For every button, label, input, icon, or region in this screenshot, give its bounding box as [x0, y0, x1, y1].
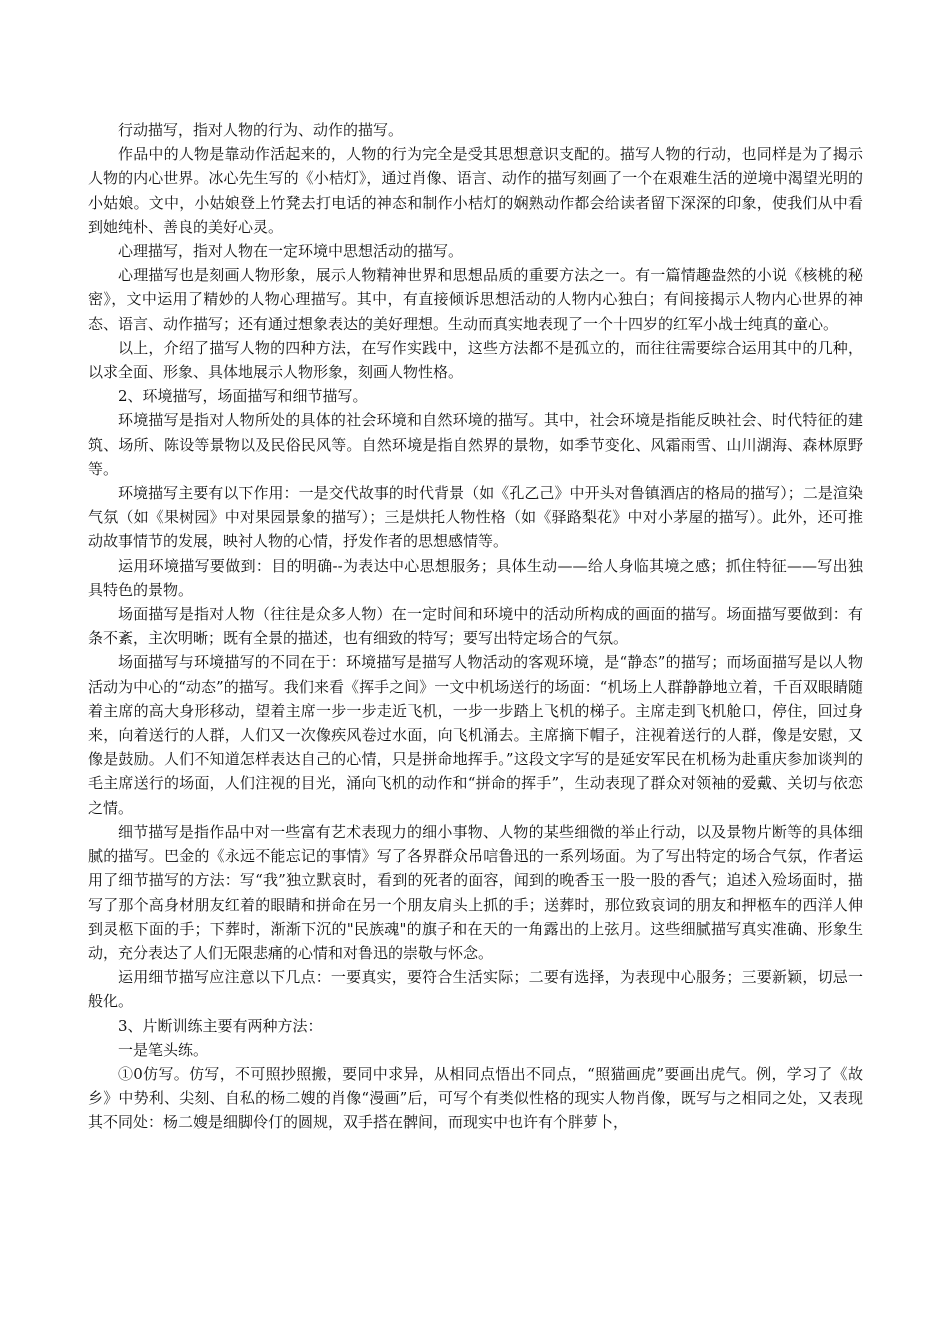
paragraph-detail-definition: 细节描写是指作品中对一些富有艺术表现力的细小事物、人物的某些细微的举止行动，以及景物片断等的具体细腻的描写。巴金的《永远不能忘记的事情》写了各界群众吊唁鲁迅的一系列场面。为了写出特定的场合气氛，作者运用了细节描写的方法：写“我”独立默哀时，看到的死者的面容，闻到的晚香玉一股一股的香气；追述入殓场面时，描写了那个高身材朋友红着的眼睛和拼命在另一个朋友肩头上抓的手；送葬时，那位致哀词的朋友和押柩车的西洋人伸到灵柩下面的手；下葬时，渐渐下沉的"民族魂"的旗子和在天的一角露出的上弦月。这些细腻描写真实准确、形象生动，充分表达了人们无限悲痛的心情和对鲁迅的崇敬与怀念。 — [88, 822, 863, 962]
paragraph-pen-practice: 一是笔头练。 — [118, 1040, 209, 1059]
section-heading-training: 3、片断训练主要有两种方法： — [118, 1016, 323, 1035]
section-heading-environment: 2、环境描写，场面描写和细节描写。 — [118, 387, 368, 406]
paragraph-environment-functions: 环境描写主要有以下作用：一是交代故事的时代背景（如《孔乙己》中开头对鲁镇酒店的格局的描写）；二是渲染气氛（如《果树园》中对果园景象的描写）；三是烘托人物性格（如《驿路梨花》中对小茅屋的描写）。此外，还可推动故事情节的发展，映衬人物的心情，抒发作者的思想感情等。 — [88, 484, 863, 551]
paragraph-action-example: 作品中的人物是靠动作活起来的，人物的行为完全是受其思想意识支配的。描写人物的行动，也同样是为了揭示人物的内心世界。冰心先生写的《小桔灯》，通过肖像、语言、动作的描写刻画了一个在艰难生活的逆境中渴望光明的小姑娘。文中，小姑娘登上竹凳去打电话的神态和制作小桔灯的娴熟动作都会给读者留下深深的印象，使我们从中看到她纯朴、善良的美好心灵。 — [88, 145, 863, 236]
paragraph-environment-requirements: 运用环境描写要做到：目的明确--为表达中心思想服务；具体生动——给人身临其境之感；抓住特征——写出独具特色的景物。 — [88, 556, 863, 599]
paragraph-detail-requirements: 运用细节描写应注意以下几点：一要真实，要符合生活实际；二要有选择，为表现中心服务；三要新颖，切忌一般化。 — [88, 968, 863, 1011]
paragraph-action-description: 行动描写，指对人物的行为、动作的描写。 — [118, 121, 404, 139]
paragraph-environment-definition: 环境描写是指对人物所处的具体的社会环境和自然环境的描写。其中，社会环境是指能反映社会、时代特征的建筑、场所、陈设等景物以及民俗民风等。自然环境是指自然界的景物，如季节变化、风霜雨雪、山川湖海、森林原野等。 — [88, 411, 863, 478]
paragraph-scene-definition: 场面描写是指对人物（往往是众多人物）在一定时间和环境中的活动所构成的画面的描写。场面描写要做到：有条不紊，主次明晰；既有全景的描述，也有细致的特写；要写出特定场合的气氛。 — [88, 605, 863, 648]
paragraph-scene-vs-environment: 场面描写与环境描写的不同在于：环境描写是描写人物活动的客观环境，是“静态”的描写；而场面描写是以人物活动为中心的“动态”的描写。我们来看《挥手之间》一文中机场送行的场面：“机场上人群静静地立着，千百双眼睛随着主席的高大身形移动，望着主席一步一步走近飞机，一步一步踏上飞机的梯子。主席走到飞机舱口，停住，回过身来，向着送行的人群，人们又一次像疾风卷过水面，向飞机涌去。主席摘下帽子，注视着送行的人群，像是安慰，又像是鼓励。人们不知道怎样表达自己的心情，只是拼命地挥手。”这段文字写的是延安军民在机杨为赴重庆参加谈判的毛主席送行的场面，人们注视的目光，涌向飞机的动作和“拼命的挥手”，生动表现了群众对领袖的爱戴、关切与依恋之情。 — [88, 653, 863, 817]
paragraph-summary: 以上，介绍了描写人物的四种方法，在写作实践中，这些方法都不是孤立的，而往往需要综合运用其中的几种，以求全面、形象、具体地展示人物形象，刻画人物性格。 — [88, 338, 863, 382]
paragraph-imitation: ①0仿写。仿写，不可照抄照搬，要同中求异，从相同点悟出不同点，“照猫画虎”要画出虎气。例，学习了《故乡》中势利、尖刻、自私的杨二嫂的肖像“漫画”后，可写个有类似性格的现实人物肖像，既写与之相同之处，又表现其不同处：杨二嫂是细脚伶仃的圆规，双手搭在髀间，而现实中也许有个胖萝卜， — [88, 1064, 863, 1132]
paragraph-psychological-example: 心理描写也是刻画人物形象，展示人物精神世界和思想品质的重要方法之一。有一篇情趣盎然的小说《核桃的秘密》，文中运用了精妙的人物心理描写。其中，有直接倾诉思想活动的人物内心独白；有间接揭示人物内心世界的神态、语言、动作描写；还有通过想象表达的美好理想。生动而真实地表现了一个十四岁的红军小战士纯真的童心。 — [88, 266, 863, 333]
paragraph-psychological-description: 心理描写，指对人物在一定环境中思想活动的描写。 — [118, 242, 464, 261]
document-body — [88, 118, 863, 1135]
